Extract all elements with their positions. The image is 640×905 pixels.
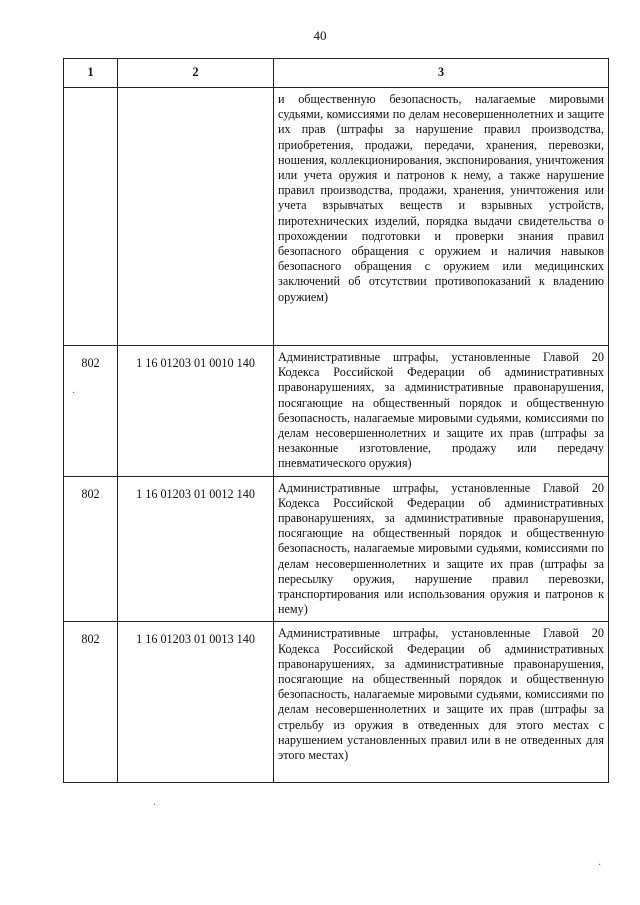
table-row [64,88,609,346]
row-description: и общественную безопасность, налагаемые мировыми судьями, комиссиями по делам несовершеннолетних и защите их прав (штрафы за нарушение правил производства, приобретения, продажи, передачи, хранения, перевозки, ношения, коллекционирования, экспонирования, уничтожения или учета оружия и патронов к нему, а также нарушение правил производства, продажи, хранения, уничтожения или учета взрывчатых веществ и взрывных устройств, пиротехнических изделий, порядка выдачи свидетельства о прохождении подготовки и проверки знания правил безопасного обращения с оружием и наличия навыков безопасного обращения с оружием или медицинских заключений об отсутствии противопоказаний к владению оружием) [274,88,609,346]
row-description: Административные штрафы, установленные Главой 20 Кодекса Российской Федерации об административных правонарушениях, за административные правонарушения, посягающие на общественный порядок и общественную безопасность, налагаемые мировыми судьями, комиссиями по делам несовершеннолетних и защите их прав (штрафы за незаконные изготовление, продажу или передачу пневматического оружия) [274,346,609,477]
row-budget-code [118,88,274,346]
budget-codes-table [63,58,609,783]
row-admin-code [64,88,118,346]
column-header-1: 1 [64,59,118,88]
page-number: 40 [313,28,327,43]
row-budget-code: 1 16 01203 01 0012 140 [118,476,274,622]
table-row [64,476,609,622]
row-budget-code: 1 16 01203 01 0013 140 [118,622,274,783]
row-admin-code: 802 [64,622,118,783]
table-row [64,346,609,477]
scan-speck: · [598,860,602,871]
table-row [64,622,609,783]
table-header-row [64,59,609,88]
row-description: Административные штрафы, установленные Главой 20 Кодекса Российской Федерации об административных правонарушениях, за административные правонарушения, посягающие на общественный порядок и общественную безопасность, налагаемые мировыми судьями, комиссиями по делам несовершеннолетних и защите их прав (штрафы за стрельбу из оружия в отведенных для этого местах с нарушением установленных правил или в не отведенных для этого местах) [274,622,609,783]
row-admin-code: 802 [64,476,118,622]
row-admin-code: 802 [64,346,118,477]
scan-speck: · [153,800,157,811]
row-description: Административные штрафы, установленные Главой 20 Кодекса Российской Федерации об административных правонарушениях, за административные правонарушения, посягающие на общественный порядок и общественную безопасность, налагаемые мировыми судьями, комиссиями по делам несовершеннолетних и защите их прав (штрафы за пересылку оружия, нарушение правил перевозки, транспортирования или использования оружия и патронов к нему) [274,476,609,622]
column-header-3: 3 [274,59,609,88]
scan-speck: · [72,388,76,399]
row-budget-code: 1 16 01203 01 0010 140 [118,346,274,477]
column-header-2: 2 [118,59,274,88]
